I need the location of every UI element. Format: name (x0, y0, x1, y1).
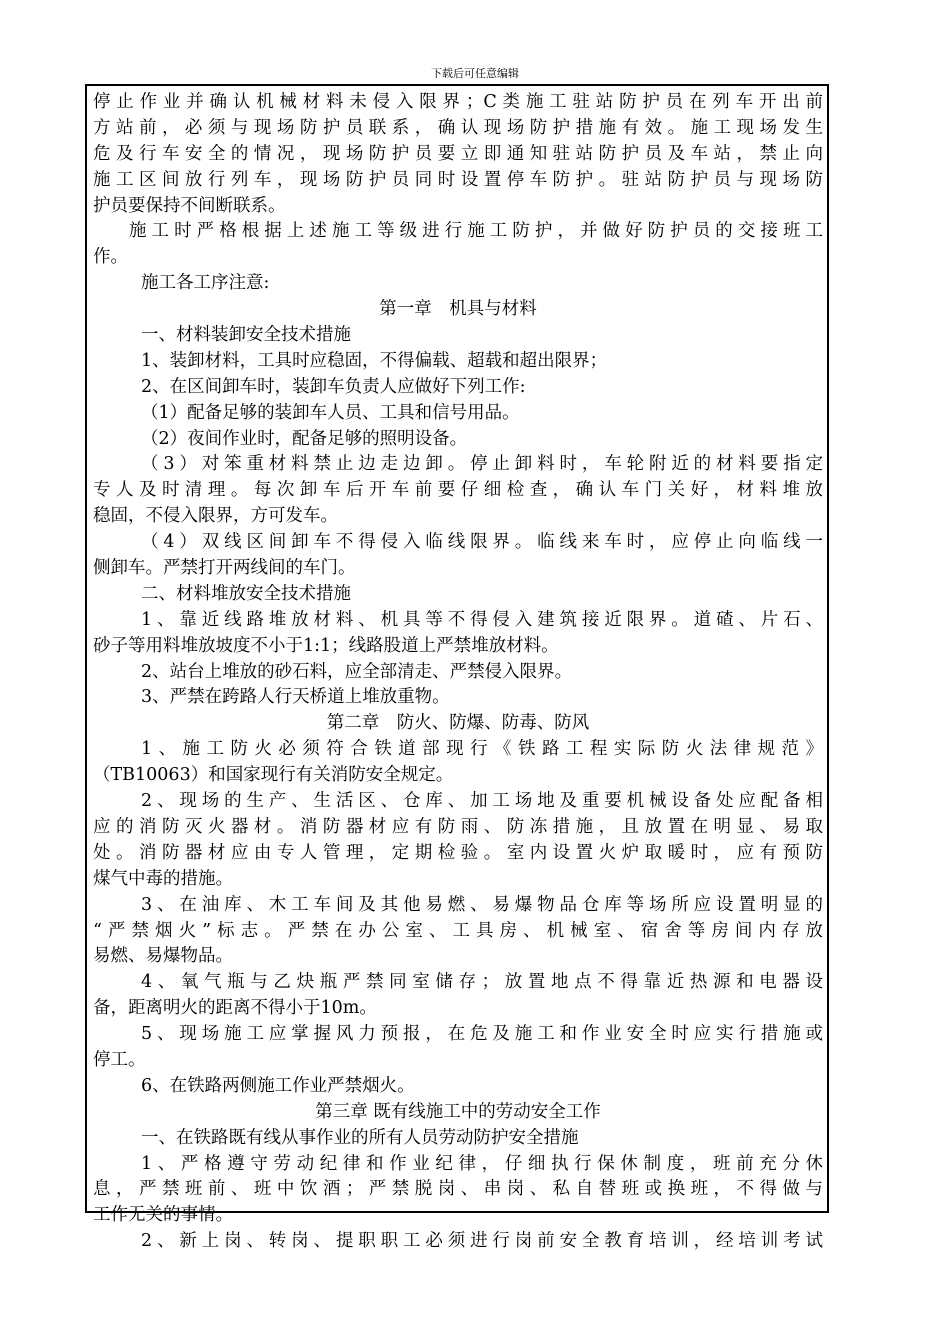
text-line: （4）双线区间卸车不得侵入临线限界。临线来车时，应停止向临线一 (141, 532, 823, 553)
text-line: 作。 (93, 247, 128, 268)
text-line: 2、新上岗、转岗、提职职工必须进行岗前安全教育培训，经培训考试 (141, 1231, 823, 1252)
text-line: 1、靠近线路堆放材料、机具等不得侵入建筑接近限界。道碴、片石、 (141, 609, 823, 630)
text-line: 护员要保持不间断联系。 (93, 195, 286, 216)
chapter-heading: 第三章 既有线施工中的劳动安全工作 (315, 1101, 601, 1122)
text-line: 施工各工序注意: (141, 273, 270, 294)
text-line: 6、在铁路两侧施工作业严禁烟火。 (141, 1075, 415, 1096)
text-line: 二、材料堆放安全技术措施 (141, 583, 351, 604)
text-line: 4、氧气瓶与乙炔瓶严禁同室储存；放置地点不得靠近热源和电器设 (141, 972, 823, 993)
text-line: 5、现场施工应掌握风力预报，在危及施工和作业安全时应实行措施或 (141, 1024, 823, 1045)
text-line: 工作无关的事情。 (93, 1205, 233, 1226)
text-line: 1、装卸材料，工具时应稳固，不得偏载、超载和超出限界； (141, 350, 608, 371)
chapter-heading: 第二章 防火、防爆、防毒、防风 (326, 713, 590, 734)
text-line: 应的消防灭火器材。消防器材应有防雨、防冻措施，且放置在明显、易取 (93, 816, 823, 837)
text-line: 2、在区间卸车时，装卸车负责人应做好下列工作: (141, 376, 526, 397)
text-line: 施工时严格根据上述施工等级进行施工防护，并做好防护员的交接班工 (129, 221, 823, 242)
text-line: 2、现场的生产、生活区、仓库、加工场地及重要机械设备处应配备相 (141, 791, 823, 812)
text-line: （2）夜间作业时，配备足够的照明设备。 (141, 428, 468, 449)
text-line: （1）配备足够的装卸车人员、工具和信号用品。 (141, 402, 520, 423)
text-line: 稳固，不侵入限界，方可发车。 (93, 506, 338, 527)
text-line: 备，距离明火的距离不得小于10m。 (93, 998, 377, 1019)
text-line: 停止作业并确认机械材料未侵入限界；C类施工驻站防护员在列车开出前 (93, 92, 823, 112)
text-line: 1、施工防火必须符合铁道部现行《铁路工程实际防火法律规范》 (141, 739, 823, 760)
text-line: 专人及时清理。每次卸车后开车前要仔细检查，确认车门关好，材料堆放 (93, 480, 823, 501)
document-body (93, 90, 823, 1255)
text-line: 停工。 (93, 1049, 146, 1070)
chapter-heading: 第一章 机具与材料 (379, 299, 537, 320)
text-line: 易燃、易爆物品。 (93, 946, 233, 967)
text-line: 息，严禁班前、班中饮酒；严禁脱岗、串岗、私自替班或换班，不得做与 (93, 1179, 823, 1200)
text-line: 侧卸车。严禁打开两线间的车门。 (93, 558, 356, 579)
page-header-note: 下载后可任意编辑 (431, 67, 519, 80)
text-line: 2、站台上堆放的砂石料，应全部清走、严禁侵入限界。 (141, 661, 573, 682)
text-line: 危及行车安全的情况，现场防护员要立即通知驻站防护员及车站，禁止向 (93, 143, 823, 164)
text-line: 3、在油库、木工车间及其他易燃、易爆物品仓库等场所应设置明显的 (141, 894, 823, 915)
text-line: 一、在铁路既有线从事作业的所有人员劳动防护安全措施 (141, 1127, 579, 1148)
text-line: 施工区间放行列车，现场防护员同时设置停车防护。驻站防护员与现场防 (93, 169, 823, 190)
text-line: “严禁烟火”标志。严禁在办公室、工具房、机械室、宿舍等房间内存放 (93, 920, 823, 941)
text-line: 方站前，必须与现场防护员联系，确认现场防护措施有效。施工现场发生 (93, 117, 823, 138)
text-line: 一、材料装卸安全技术措施 (141, 325, 351, 346)
text-line: 3、严禁在跨路人行天桥道上堆放重物。 (141, 687, 450, 708)
text-line: （3）对笨重材料禁止边走边卸。停止卸料时，车轮附近的材料要指定 (141, 454, 823, 475)
text-line: （TB10063）和国家现行有关消防安全规定。 (93, 765, 454, 786)
text-line: 砂子等用料堆放坡度不小于1:1；线路股道上严禁堆放材料。 (93, 635, 559, 656)
text-line: 1、严格遵守劳动纪律和作业纪律，仔细执行保休制度，班前充分休 (141, 1153, 823, 1174)
text-line: 处。消防器材应由专人管理，定期检验。室内设置火炉取暖时，应有预防 (93, 842, 823, 863)
text-line: 煤气中毒的措施。 (93, 868, 233, 889)
